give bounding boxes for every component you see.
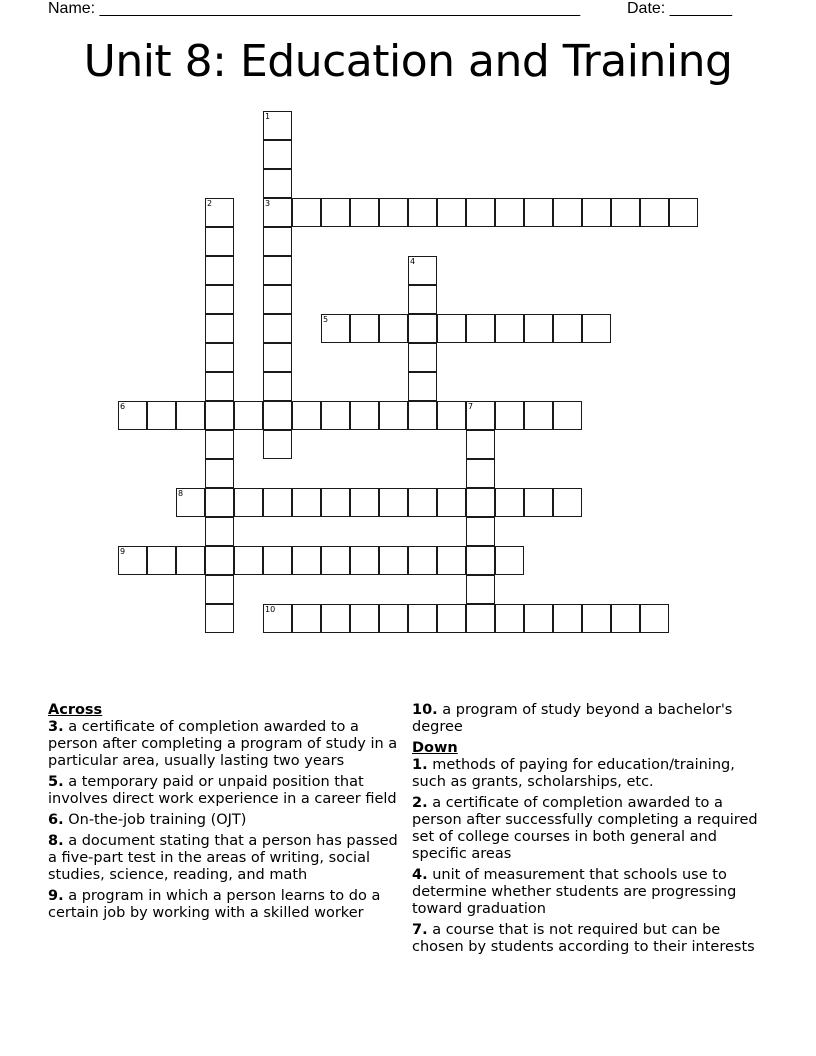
grid-cell[interactable] <box>205 256 234 285</box>
grid-cell[interactable] <box>263 285 292 314</box>
clue-number: 10. <box>412 702 438 718</box>
grid-cell[interactable] <box>408 285 437 314</box>
grid-cell[interactable] <box>408 198 437 227</box>
grid-cell[interactable] <box>466 575 495 604</box>
grid-cell[interactable] <box>611 198 640 227</box>
grid-cell[interactable] <box>176 546 205 575</box>
down-heading: Down <box>412 740 458 756</box>
grid-cell[interactable] <box>379 546 408 575</box>
grid-cell[interactable] <box>234 401 263 430</box>
clue-number: 9. <box>48 888 64 904</box>
grid-cell[interactable] <box>263 546 292 575</box>
grid-cell[interactable] <box>466 604 495 633</box>
grid-cell[interactable] <box>408 256 437 285</box>
grid-cell[interactable] <box>118 546 147 575</box>
clue-number: 3. <box>48 719 64 735</box>
grid-cell[interactable] <box>205 488 234 517</box>
clue-text: a certificate of completion awarded to a person after completing a program of study in a particular area, usually lasting two years <box>48 719 398 769</box>
grid-cell[interactable] <box>350 198 379 227</box>
grid-cell[interactable] <box>524 314 553 343</box>
clue-number: 8. <box>48 833 64 849</box>
grid-cell[interactable] <box>350 401 379 430</box>
grid-cell[interactable] <box>466 459 495 488</box>
clue-number-label: 5 <box>323 315 329 324</box>
grid-cell[interactable] <box>176 488 205 517</box>
clue-across-9 <box>48 888 398 922</box>
grid-cell[interactable] <box>350 488 379 517</box>
clue-number: 2. <box>412 795 428 811</box>
grid-cell[interactable] <box>176 401 205 430</box>
grid-cell[interactable] <box>524 198 553 227</box>
grid-cell[interactable] <box>495 401 524 430</box>
grid-cell[interactable] <box>321 401 350 430</box>
clue-number-label: 10 <box>265 605 276 614</box>
grid-cell[interactable] <box>263 314 292 343</box>
clue-text: On-the-job training (OJT) <box>68 812 247 828</box>
grid-cell[interactable] <box>553 604 582 633</box>
grid-cell[interactable] <box>205 430 234 459</box>
clue-text: a document stating that a person has passed a five-part test in the areas of writing, social studies, science, reading, and math <box>48 833 398 883</box>
grid-cell[interactable] <box>408 546 437 575</box>
date-field-label: Date: _______ <box>627 0 732 17</box>
grid-cell[interactable] <box>495 488 524 517</box>
grid-cell[interactable] <box>379 314 408 343</box>
grid-cell[interactable] <box>466 198 495 227</box>
clue-number: 4. <box>412 867 428 883</box>
name-field-label: Name: ______________________________________________________ <box>48 0 581 17</box>
grid-cell[interactable] <box>553 401 582 430</box>
grid-cell[interactable] <box>292 604 321 633</box>
grid-cell[interactable] <box>524 604 553 633</box>
grid-cell[interactable] <box>147 546 176 575</box>
clue-number-label: 3 <box>265 199 271 208</box>
grid-cell[interactable] <box>495 546 524 575</box>
grid-cell[interactable] <box>263 140 292 169</box>
grid-cell[interactable] <box>263 604 292 633</box>
clue-across-6 <box>48 812 398 829</box>
clue-number-label: 6 <box>120 402 126 411</box>
grid-cell[interactable] <box>205 575 234 604</box>
grid-cell[interactable] <box>263 343 292 372</box>
grid-cell[interactable] <box>437 401 466 430</box>
across-heading: Across <box>48 702 103 718</box>
grid-cell[interactable] <box>205 343 234 372</box>
clue-number-label: 7 <box>468 402 474 411</box>
grid-cell[interactable] <box>205 227 234 256</box>
grid-cell[interactable] <box>640 198 669 227</box>
clue-number-label: 9 <box>120 547 126 556</box>
grid-cell[interactable] <box>437 314 466 343</box>
clue-number-label: 8 <box>178 489 184 498</box>
grid-cell[interactable] <box>582 198 611 227</box>
clue-down-2 <box>412 795 772 863</box>
grid-cell[interactable] <box>553 314 582 343</box>
grid-cell[interactable] <box>466 546 495 575</box>
clue-text: a program in which a person learns to do a certain job by working with a skilled worker <box>48 888 381 921</box>
grid-cell[interactable] <box>408 488 437 517</box>
grid-cell[interactable] <box>495 314 524 343</box>
clue-text: a course that is not required but can be chosen by students according to their interests <box>412 922 755 955</box>
grid-cell[interactable] <box>379 198 408 227</box>
grid-cell[interactable] <box>205 401 234 430</box>
grid-cell[interactable] <box>379 604 408 633</box>
grid-cell[interactable] <box>205 198 234 227</box>
grid-cell[interactable] <box>582 604 611 633</box>
grid-cell[interactable] <box>553 198 582 227</box>
grid-cell[interactable] <box>234 546 263 575</box>
grid-cell[interactable] <box>321 488 350 517</box>
grid-cell[interactable] <box>263 198 292 227</box>
grid-cell[interactable] <box>263 169 292 198</box>
grid-cell[interactable] <box>466 488 495 517</box>
grid-cell[interactable] <box>669 198 698 227</box>
grid-cell[interactable] <box>147 401 176 430</box>
grid-cell[interactable] <box>553 488 582 517</box>
grid-cell[interactable] <box>582 314 611 343</box>
grid-cell[interactable] <box>205 546 234 575</box>
grid-cell[interactable] <box>205 314 234 343</box>
grid-cell[interactable] <box>234 488 263 517</box>
clue-number-label: 4 <box>410 257 416 266</box>
clue-across-3 <box>48 719 398 770</box>
grid-cell[interactable] <box>437 488 466 517</box>
clue-number-label: 2 <box>207 199 213 208</box>
grid-cell[interactable] <box>437 546 466 575</box>
clue-text: a certificate of completion awarded to a person after successfully completing a required set of college courses in both general and specific areas <box>412 795 758 862</box>
clue-text: methods of paying for education/training, such as grants, scholarships, etc. <box>412 757 735 790</box>
grid-cell[interactable] <box>350 546 379 575</box>
grid-cell[interactable] <box>205 285 234 314</box>
clue-text: a program of study beyond a bachelor's degree <box>412 702 733 735</box>
clue-number-label: 1 <box>265 112 271 121</box>
grid-cell[interactable] <box>466 430 495 459</box>
grid-cell[interactable] <box>408 401 437 430</box>
grid-cell[interactable] <box>321 546 350 575</box>
clue-down-1 <box>412 757 772 791</box>
grid-cell[interactable] <box>321 604 350 633</box>
grid-cell[interactable] <box>408 343 437 372</box>
clue-number: 5. <box>48 774 64 790</box>
clue-across-10 <box>412 702 772 736</box>
clue-down-7 <box>412 922 772 956</box>
grid-cell[interactable] <box>263 488 292 517</box>
page-title: Unit 8: Education and Training <box>83 36 733 87</box>
grid-cell[interactable] <box>263 372 292 401</box>
grid-cell[interactable] <box>205 372 234 401</box>
grid-cell[interactable] <box>466 401 495 430</box>
grid-cell[interactable] <box>292 546 321 575</box>
clue-number: 7. <box>412 922 428 938</box>
clue-text: unit of measurement that schools use to determine whether students are progressing toward graduation <box>412 867 737 917</box>
grid-cell[interactable] <box>408 372 437 401</box>
clues-left-column <box>48 702 398 926</box>
grid-cell[interactable] <box>350 314 379 343</box>
grid-cell[interactable] <box>466 517 495 546</box>
grid-cell[interactable] <box>321 198 350 227</box>
grid-cell[interactable] <box>263 256 292 285</box>
grid-cell[interactable] <box>321 314 350 343</box>
grid-cell[interactable] <box>524 488 553 517</box>
clues-right-column <box>412 702 772 960</box>
grid-cell[interactable] <box>205 604 234 633</box>
grid-cell[interactable] <box>292 198 321 227</box>
grid-cell[interactable] <box>263 401 292 430</box>
grid-cell[interactable] <box>350 604 379 633</box>
grid-cell[interactable] <box>495 198 524 227</box>
clue-down-4 <box>412 867 772 918</box>
grid-cell[interactable] <box>495 604 524 633</box>
grid-cell[interactable] <box>524 401 553 430</box>
grid-cell[interactable] <box>292 401 321 430</box>
grid-cell[interactable] <box>379 488 408 517</box>
grid-cell[interactable] <box>263 111 292 140</box>
grid-cell[interactable] <box>263 227 292 256</box>
grid-cell[interactable] <box>408 314 437 343</box>
grid-cell[interactable] <box>640 604 669 633</box>
grid-cell[interactable] <box>437 198 466 227</box>
grid-cell[interactable] <box>408 604 437 633</box>
grid-cell[interactable] <box>611 604 640 633</box>
grid-cell[interactable] <box>466 314 495 343</box>
grid-cell[interactable] <box>205 459 234 488</box>
grid-cell[interactable] <box>292 488 321 517</box>
grid-cell[interactable] <box>437 604 466 633</box>
clue-across-5 <box>48 774 398 808</box>
clue-across-8 <box>48 833 398 884</box>
clue-text: a temporary paid or unpaid position that involves direct work experience in a career field <box>48 774 397 807</box>
grid-cell[interactable] <box>118 401 147 430</box>
grid-cell[interactable] <box>205 517 234 546</box>
clue-number: 1. <box>412 757 428 773</box>
grid-cell[interactable] <box>263 430 292 459</box>
clue-number: 6. <box>48 812 64 828</box>
grid-cell[interactable] <box>379 401 408 430</box>
